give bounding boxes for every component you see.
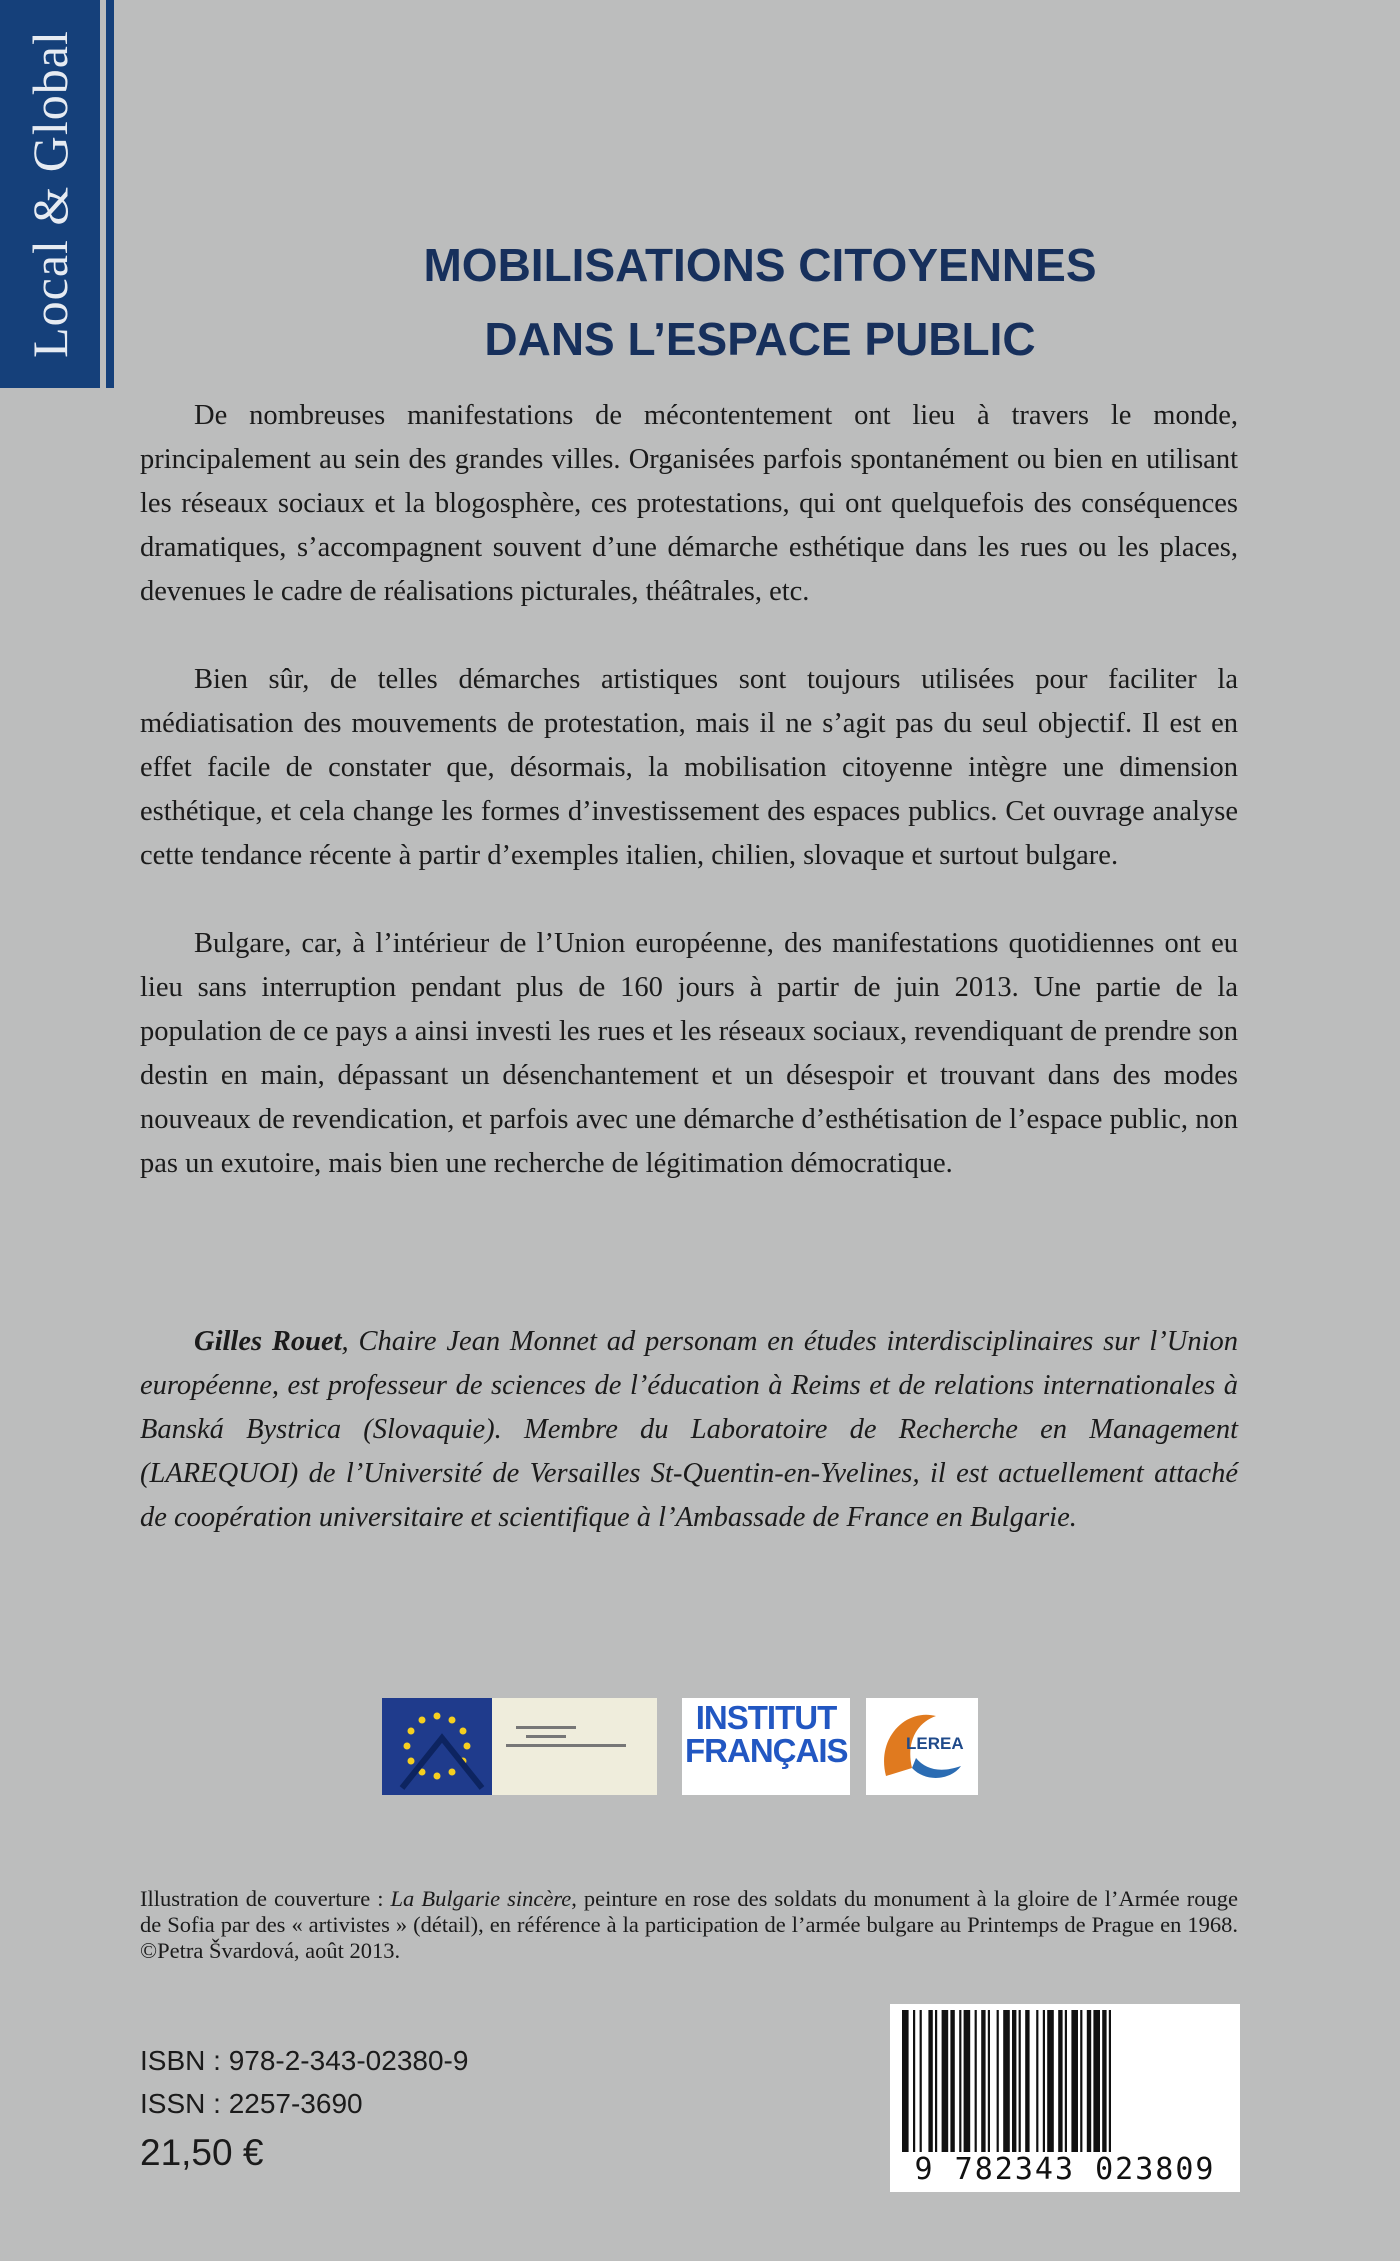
institut-francais-line-2: FRANÇAIS (685, 1732, 848, 1769)
barcode-bar (1093, 2010, 1100, 2160)
author-name: Gilles Rouet (194, 1326, 342, 1357)
lerea-logo (866, 1698, 978, 1795)
blurb-paragraph-2: Bien sûr, de telles démarches artistiques sont toujours utilisées pour faciliter la médiatisation des mouvements de protestation, mais il ne s’agit pas du seul objectif. Il est en effet facile de constater que, désormais, la mobilisation citoyenne intègre une dimension esthétique, et cela change les formes d’investissement des espaces publics. Cet ouvrage analyse cette tendance récente à partir d’exemples italien, chilien, slovaque et surtout bulgare. (140, 664, 1238, 871)
series-spine-rule (106, 0, 114, 388)
barcode-bar (1019, 2010, 1021, 2160)
issn: ISSN : 2257-3690 (140, 2088, 363, 2119)
barcode-bar (997, 2010, 999, 2160)
barcode-bar (902, 2010, 909, 2160)
barcode-bar (1036, 2010, 1038, 2160)
barcode (890, 2004, 1240, 2192)
institut-francais-line-1: INSTITUT (695, 1699, 837, 1736)
blurb-paragraph-3: Bulgare, car, à l’intérieur de l’Union européenne, des manifestations quotidiennes ont eu lieu sans interruption pendant plus de 160 jours à partir de juin 2013. Une partie de la population de ce pays a ainsi investi les rues et les réseaux sociaux, revendiquant de prendre son destin en main, dépassant un désenchantement et un désespoir et trouvant dans des modes nouveaux de revendication, et parfois avec une démarche d’esthétisation de l’espace public, non pas un exutoire, mais bien une recherche de légitimation démocratique. (140, 928, 1238, 1179)
eu-flag-logo (382, 1698, 492, 1795)
book-title-line-2: DANS L’ESPACE PUBLIC (484, 313, 1036, 365)
jean-monnet-logo-text-icon (506, 1722, 646, 1753)
barcode-number: 9 782343 023809 (890, 2152, 1240, 2187)
barcode-bar (913, 2010, 915, 2160)
barcode-bar (1109, 2010, 1111, 2160)
barcode-bar (981, 2010, 985, 2160)
barcode-bar (1025, 2010, 1029, 2160)
barcode-icon (890, 2004, 1240, 2164)
barcode-bar (1058, 2010, 1062, 2160)
barcode-bar (1047, 2010, 1054, 2160)
cover-credit-artwork: La Bulgarie sincère (390, 1886, 572, 1911)
cover-credit-text: , peinture en rose des soldats du monument à la gloire de l’Armée rouge de Sofia par des « artivistes » (détail), en référence à la participation de l’armée bulgare au Printemps de Prague en 1968. ©Petra Švardová, août 2013. (140, 1886, 1239, 1963)
lerea-logo-text: LEREA (906, 1734, 964, 1753)
author-bio (140, 1320, 1238, 1540)
barcode-bar (959, 2010, 961, 2160)
cover-credit (140, 1886, 1238, 1964)
institut-francais-logo (682, 1698, 850, 1795)
book-title-line-1: MOBILISATIONS CITOYENNES (423, 239, 1097, 291)
author-bio-text: , Chaire Jean Monnet ad personam en études interdisciplinaires sur l’Union européenne, est professeur de sciences de l’éducation à Reims et de relations internationales à Banská Bystrica (Slovaquie). Membre du Laboratoire de Recherche en Management (LAREQUOI) de l’Université de Versailles St-Quentin-en-Yvelines, il est actuellement attaché de coopération universitaire et scientifique à l’Ambassade de France en Bulgarie. (140, 1326, 1238, 1533)
barcode-bar (1012, 2010, 1016, 2160)
barcode-bar (935, 2010, 937, 2160)
barcode-bar (1080, 2010, 1082, 2160)
barcode-bar (920, 2010, 922, 2160)
barcode-bar (1102, 2010, 1106, 2160)
barcode-bar (975, 2010, 977, 2160)
barcode-bar (1071, 2010, 1078, 2160)
jean-monnet-logo (492, 1698, 657, 1795)
barcode-bar (1087, 2010, 1091, 2160)
barcode-bar (964, 2010, 971, 2160)
barcode-bar (928, 2010, 932, 2160)
eu-stars-icon (382, 1698, 492, 1795)
price: 21,50 € (140, 2132, 264, 2173)
isbn: ISBN : 978-2-343-02380-9 (140, 2045, 469, 2076)
book-title (140, 228, 1380, 376)
barcode-bar (988, 2010, 990, 2160)
barcode-bar (942, 2010, 949, 2160)
barcode-bar (1065, 2010, 1067, 2160)
barcode-bar (1003, 2010, 1010, 2160)
cover-credit-prefix: Illustration de couverture : (140, 1886, 391, 1911)
series-label: Local & Global (22, 30, 78, 358)
blurb-paragraph-1: De nombreuses manifestations de mécontentement ont lieu à travers le monde, principalement au sein des grandes villes. Organisées parfois spontanément ou bien en utilisant les réseaux sociaux et la blogosphère, ces protestations, qui ont quelquefois des conséquences dramatiques, s’accompagnent souvent d’une démarche esthétique dans les rues ou les places, devenues le cadre de réalisations picturales, théâtrales, etc. (140, 400, 1238, 607)
barcode-bar (950, 2010, 954, 2160)
barcode-bar (1043, 2010, 1045, 2160)
